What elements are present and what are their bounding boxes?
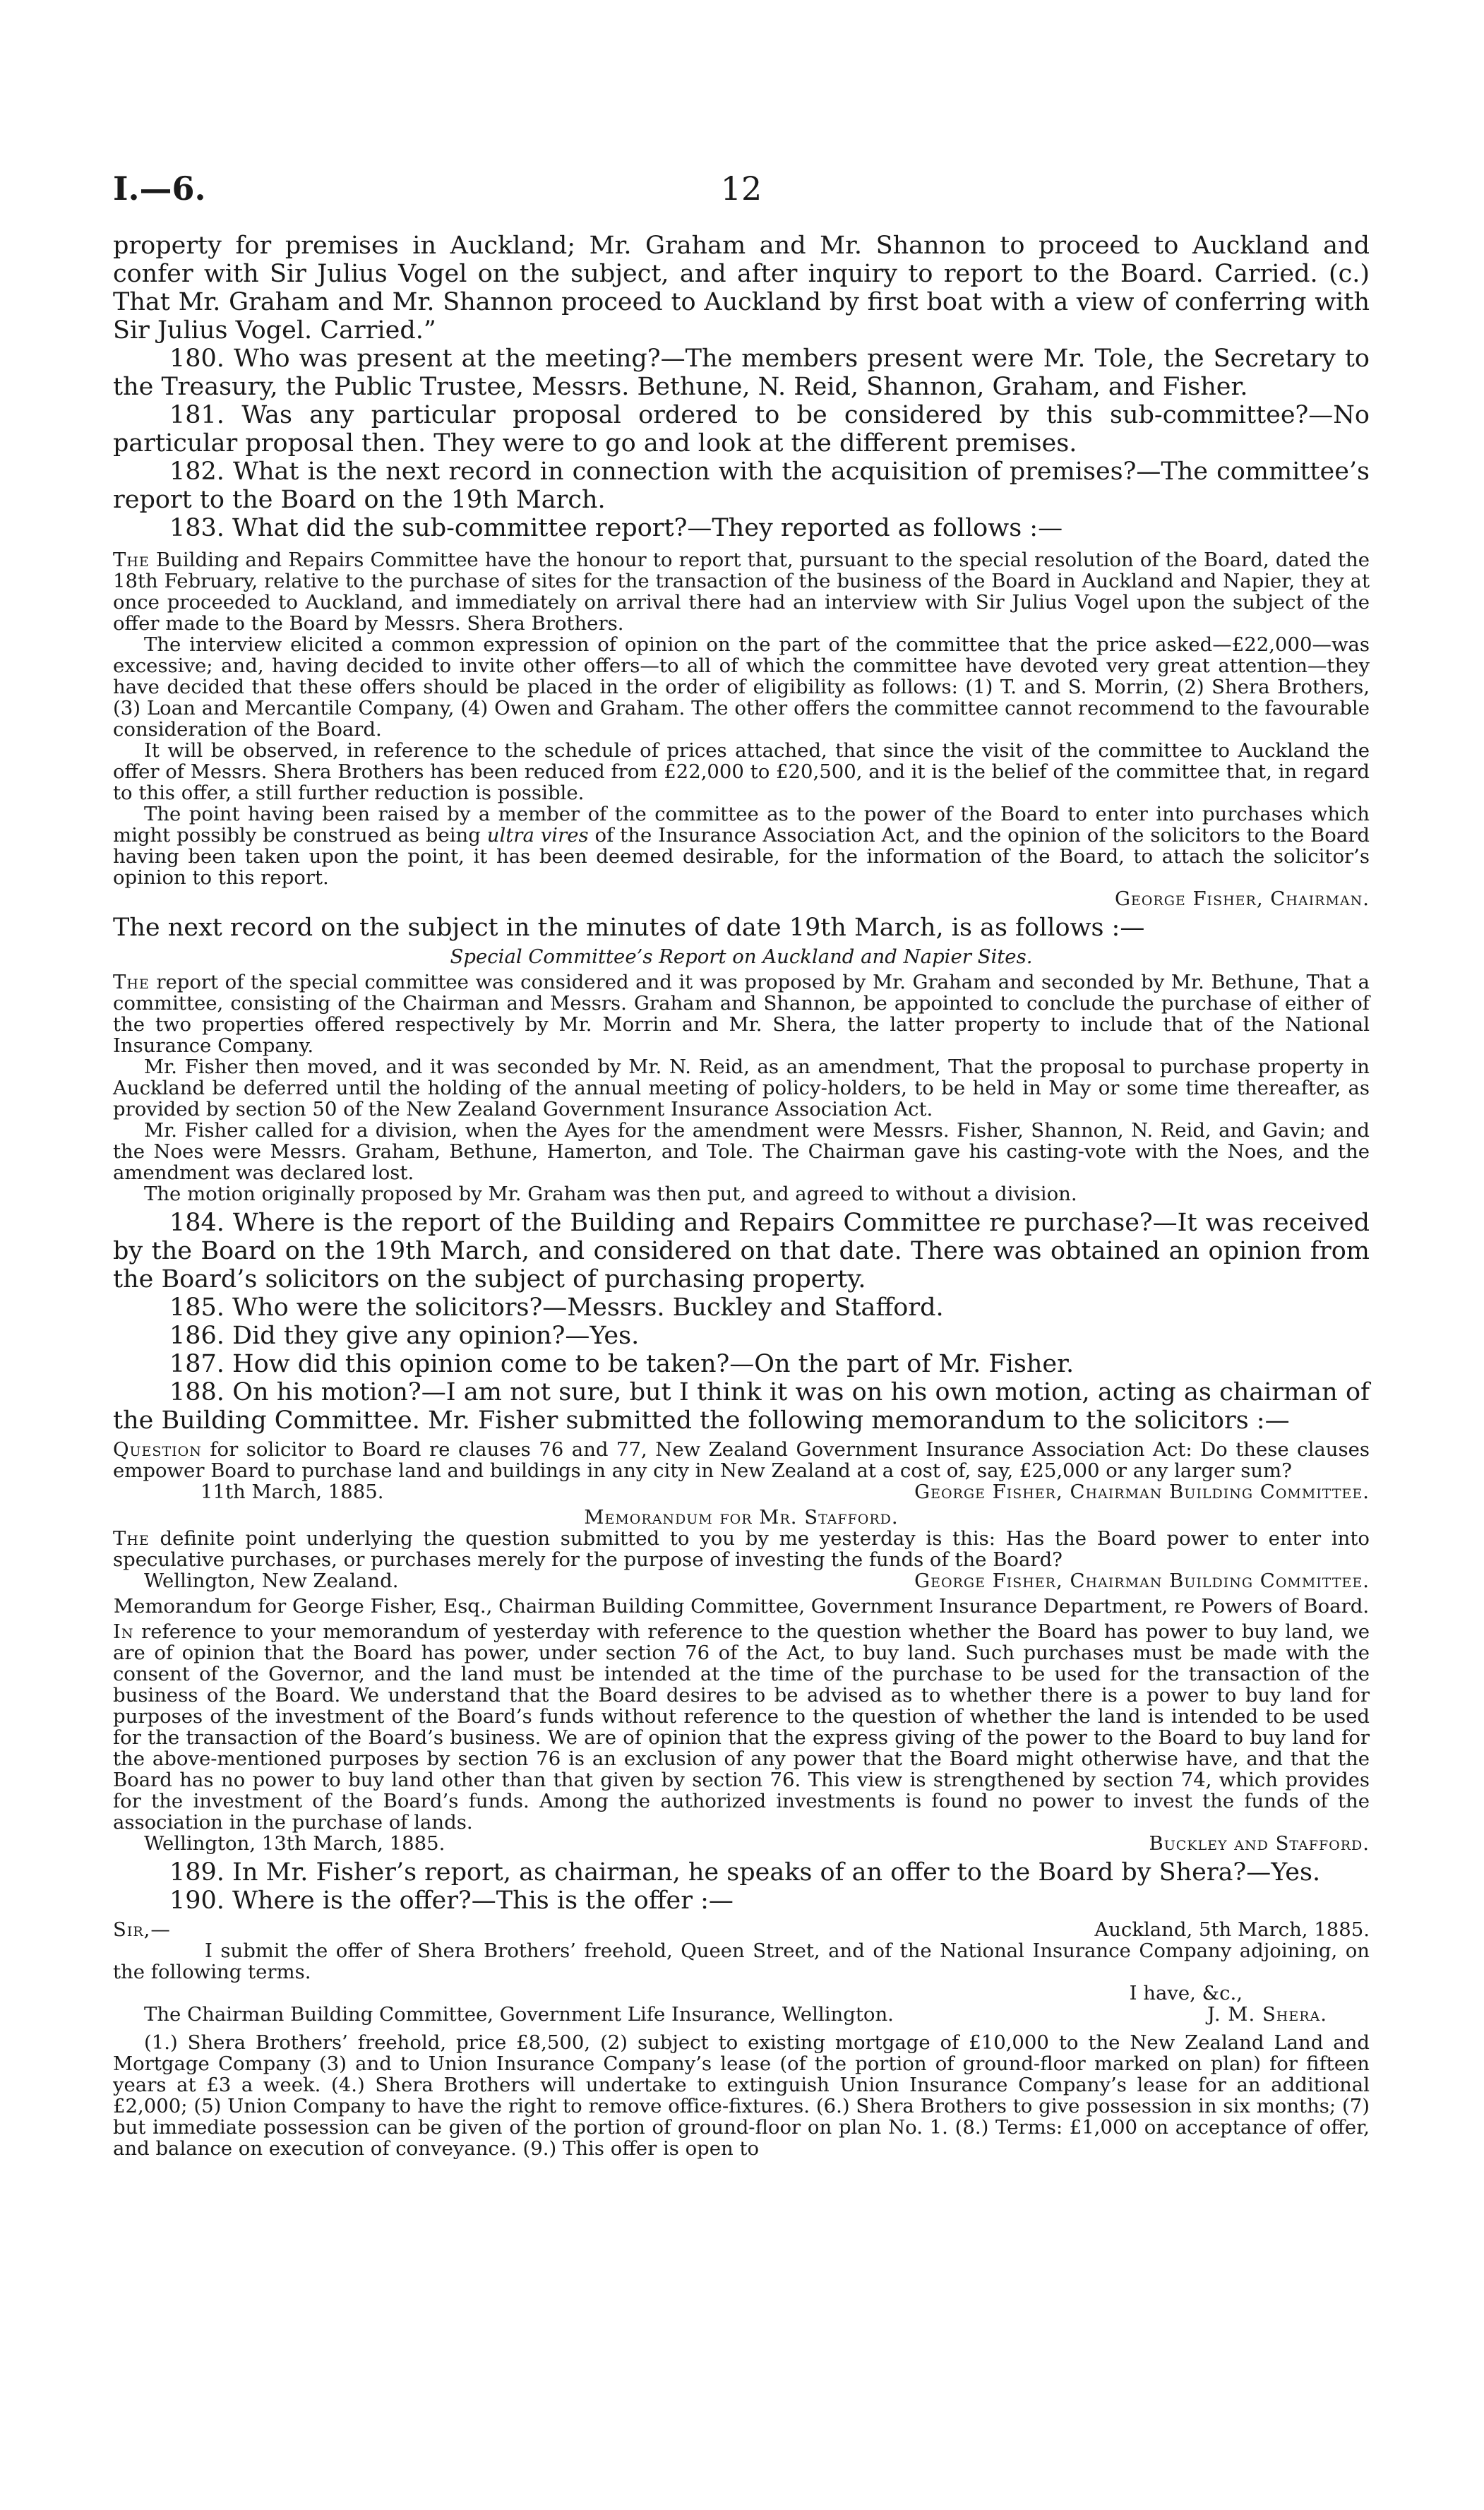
memo-stafford-signature: George Fisher, Chairman Building Committee. (914, 1570, 1370, 1592)
question-184: 184. Where is the report of the Building and Repairs Committee re purchase?—It was received by the Board on the 19th March, and considered on that date. There was obtained an opinion from the Board’s solicitors on the subject of purchasing property. (113, 1209, 1370, 1293)
next-record: The next record on the subject in the minutes of date 19th March, is as follows :— (113, 914, 1145, 942)
special-committee-heading: Special Committee’s Report on Auckland and Napier Sites. (450, 945, 1033, 968)
memorandum-stafford (113, 1507, 1370, 1591)
report-para-4-b: of the Insurance Association Act, and the opinion of the solicitors to the Board having been taken upon the point, it has been deemed desirable, for the information of the Board, to attach the solicitor’s opinion to this report. (113, 824, 1370, 889)
offer-terms: (1.) Shera Brothers’ freehold, price £8,500, (2) subject to existing mortgage of £10,000 to the New Zealand Land and Mortgage Company (3) and to Union Insurance Company’s lease (of the portion of ground-floor marked on plan) for fifteen years at £3 a week. (4.) Shera Brothers will undertake to extinguish Union Insurance Company’s lease for an additional £2,000; (5) Union Company to have the right to remove office-fixtures. (6.) Shera Brothers to give possession in six months; (7) but immediate possession can be given of the portion of ground-floor on plan No. 1. (8.) Terms: £1,000 on acceptance of offer, and balance on execution of conveyance. (9.) This offer is open to (113, 2031, 1370, 2160)
memorandum-solicitors (113, 1596, 1370, 1854)
memo-solicitors-text (113, 1621, 1370, 1833)
report-para-4-a: The point having been raised by a member of the committee as to the power of the Board to enter into purchases which might possibly be construed as being (113, 803, 1370, 847)
letter-head-line (113, 1919, 1370, 1940)
question-186: 186. Did they give any opinion?—Yes. (169, 1322, 640, 1350)
question-180: 180. Who was present at the meeting?—The members present were Mr. Tole, the Secretary to the Treasury, the Public Trustee, Messrs. Bethune, N. Reid, Shannon, Graham, and Fisher. (113, 345, 1370, 401)
memo-stafford-footer (113, 1570, 1370, 1591)
offer-letter (113, 1919, 1370, 2159)
committee-report (113, 549, 1370, 909)
memo-question-signature: George Fisher, Chairman Building Committee. (914, 1481, 1370, 1503)
report-para-4 (113, 803, 1370, 888)
report-para-1-lead: The (113, 549, 150, 571)
report-para-2: The interview elicited a common expression of opinion on the part of the committee that the price asked—£22,000—was excessive; and, having decided to invite other offers—to all of which the committee have devoted very great attention—they have decided that these offers should be placed in the order of eligibility as follows: (1) T. and S. Morrin, (2) Shera Brothers, (3) Loan and Mercantile Company, (4) Owen and Graham. The other offers the committee cannot recommend to the favourable consideration of the Board. (113, 633, 1370, 741)
letter-body: I submit the offer of Shera Brothers’ freehold, Queen Street, and of the National Insurance Company adjoining, on the following terms. (113, 1940, 1370, 1983)
special-para-1-text: report of the special committee was considered and it was proposed by Mr. Graham and seconded by Mr. Bethune, That a committee, consisting of the Chairman and Messrs. Graham and Shannon, be appointed to conclude the purchase of either of the two properties offered respectively by Mr. Morrin and Mr. Shera, the latter property to include that of the National Insurance Company. (113, 971, 1370, 1057)
question-190: 190. Where is the offer?—This is the offer :— (169, 1887, 734, 1915)
memo-question-lead: Question (113, 1438, 202, 1461)
report-para-1 (113, 549, 1370, 634)
question-189: 189. In Mr. Fisher’s report, as chairman, he speaks of an offer to the Board by Shera?—Yes. (169, 1858, 1321, 1887)
question-187: 187. How did this opinion come to be taken?—On the part of Mr. Fisher. (169, 1350, 1075, 1378)
letter-signature: J. M. Shera. (1207, 2003, 1327, 2026)
question-185: 185. Who were the solicitors?—Messrs. Buckley and Stafford. (169, 1293, 944, 1322)
memo-stafford-place: Wellington, New Zealand. (144, 1570, 399, 1592)
report-signature: George Fisher, Chairman. (1114, 888, 1370, 910)
question-188: 188. On his motion?—I am not sure, but I think it was on his own motion, acting as chairman of the Building Committee. Mr. Fisher submitted the following memorandum to the solicitors :— (113, 1378, 1370, 1435)
page-number: 12 (720, 169, 762, 208)
memorandum-question (113, 1439, 1370, 1502)
page-header (113, 169, 1370, 212)
memo-stafford-body: definite point underlying the question submitted to you by me yesterday is this: Has the Board power to enter into speculative purchases, or purchases merely for the purpose of investing the funds of the Board? (113, 1527, 1370, 1571)
question-182: 182. What is the next record in connection with the acquisition of premises?—The committee’s report to the Board on the 19th March. (113, 458, 1370, 514)
memo-solicitors-date: Wellington, 13th March, 1885. (144, 1832, 445, 1855)
question-183: 183. What did the sub-committee report?—They reported as follows :— (169, 514, 1063, 542)
memo-solicitors-signature: Buckley and Stafford. (1149, 1832, 1370, 1855)
memo-question-body: for solicitor to Board re clauses 76 and 77, New Zealand Government Insurance Association Act: Do these clauses empower Board to purchase land and buildings in any city in New Zealand at a cost of, say, £25,000 or any larger sum? (113, 1438, 1370, 1482)
memo-question-text (113, 1439, 1370, 1481)
question-181: 181. Was any particular proposal ordered to be considered by this sub-committee?—No particular proposal then. They were to go and look at the different premises. (113, 401, 1370, 458)
memo-stafford-heading: Memorandum for Mr. Stafford. (584, 1506, 899, 1529)
memo-solicitors-body: reference to your memorandum of yesterday with reference to the question whether the Board has power to buy land, we are of opinion that the Board has power, under section 76 of the Act, to buy land. Such purchases must be made with the consent of the Governor, and the land must be intended at the time of the purchase to be used for the transaction of the business of the Board. We understand that the Board desires to be advised as to whether there is a power to buy land for purposes of the investment of the Board’s funds without reference to the question of whether the land is intended to be used for the transaction of the Board’s business. We are of opinion that the express giving of the power to the Board to buy land for the above-mentioned purposes by section 76 is an exclusion of any power that the Board might otherwise have, and that the Board has no power to buy land other than that given by section 76. This view is strengthened by section 74, which provides for the investment of the Board’s funds. Among the authorized investments is found no power to invest the funds of the association in the purchase of lands. (113, 1620, 1370, 1834)
letter-close: I have, &c., (1129, 1982, 1243, 2004)
memo-question-date: 11th March, 1885. (201, 1481, 384, 1503)
report-para-4-italic: ultra vires (486, 824, 589, 847)
memo-solicitors-lead: In (113, 1620, 134, 1643)
memo-solicitors-heading: Memorandum for George Fisher, Esq., Chairman Building Committee, Government Insurance Department, re Powers of Board. (113, 1595, 1370, 1618)
special-para-4: The motion originally proposed by Mr. Graham was then put, and agreed to without a division. (144, 1183, 1077, 1205)
special-para-2: Mr. Fisher then moved, and it was seconded by Mr. N. Reid, as an amendment, That the proposal to purchase property in Auckland be deferred until the holding of the annual meeting of policy-holders, to be held in May or some time thereafter, as provided by section 50 of the New Zealand Government Insurance Association Act. (113, 1056, 1370, 1120)
special-para-1 (113, 972, 1370, 1056)
memo-question-footer (113, 1481, 1370, 1502)
letter-footer (113, 2004, 1370, 2025)
report-para-1-text: Building and Repairs Committee have the honour to report that, pursuant to the special resolution of the Board, dated the 18th February, relative to the purchase of sites for the transaction of the business of the Board in Auckland and Napier, they at once proceeded to Auckland, and immediately on arrival there had an interview with Sir Julius Vogel upon the subject of the offer made to the Board by Messrs. Shera Brothers. (113, 549, 1370, 635)
letter-salutation: Sir,— (113, 1918, 171, 1941)
special-para-1-lead: The (113, 971, 150, 993)
report-para-3: It will be observed, in reference to the schedule of prices attached, that since the visit of the committee to Auckland the offer of Messrs. Shera Brothers has been reduced from £22,000 to £20,500, and it is the belief of the committee that, in regard to this offer, a still further reduction is possible. (113, 739, 1370, 804)
memo-solicitors-footer (113, 1833, 1370, 1854)
paragraph-continuation: property for premises in Auckland; Mr. Graham and Mr. Shannon to proceed to Auckland and confer with Sir Julius Vogel on the subject, and after inquiry to report to the Board. Carried. (c.) That Mr. Graham and Mr. Shannon proceed to Auckland by first boat with a view of conferring with Sir Julius Vogel. Carried.” (113, 232, 1370, 345)
letter-addressee: The Chairman Building Committee, Government Life Insurance, Wellington. (144, 2003, 894, 2026)
special-para-3: Mr. Fisher called for a division, when the Ayes for the amendment were Messrs. Fisher, Shannon, N. Reid, and Gavin; and the Noes were Messrs. Graham, Bethune, Hamerton, and Tole. The Chairman gave his casting-vote with the Noes, and the amendment was declared lost. (113, 1119, 1370, 1184)
memo-stafford-lead: The (113, 1527, 150, 1550)
special-committee-report (113, 972, 1370, 1205)
memo-stafford-text (113, 1528, 1370, 1570)
body-text (113, 232, 1370, 2159)
folio-reference: I.—6. (113, 169, 206, 208)
letter-date: Auckland, 5th March, 1885. (1094, 1918, 1370, 1941)
